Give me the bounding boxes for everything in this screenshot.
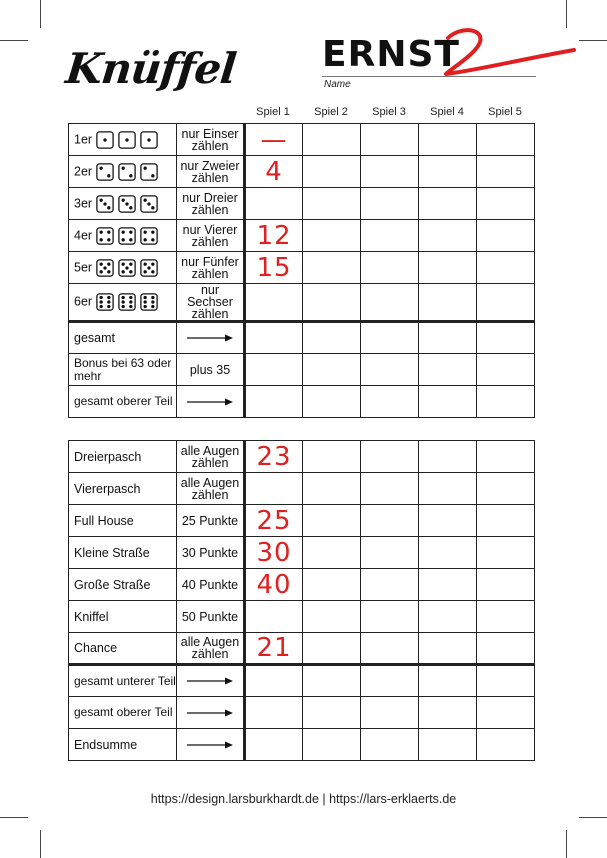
row-label: 2er [69, 156, 177, 188]
row-note: 40 Punkte [177, 569, 245, 601]
table-row [69, 188, 535, 220]
game-header-2: Spiel 2 [314, 106, 348, 118]
score-cell[interactable] [477, 220, 535, 252]
score-cell[interactable] [245, 220, 303, 252]
row-label: 5er [69, 252, 177, 284]
score-cell[interactable] [245, 505, 303, 537]
game-header-1: Spiel 1 [256, 106, 290, 118]
footer-links: https://design.larsburkhardt.de | https://lars-erklaerts.de [150, 792, 457, 806]
row-note: 30 Punkte [177, 537, 245, 569]
handwritten-score: 23 [256, 441, 292, 472]
table-row [69, 124, 535, 156]
arrow-right-icon [185, 708, 235, 718]
die-3-icon [140, 195, 158, 213]
row-label: Chance [69, 633, 177, 665]
score-cell[interactable] [303, 156, 361, 188]
score-cell[interactable] [245, 633, 303, 665]
name-label: Name [324, 79, 351, 90]
game-header-3: Spiel 3 [372, 106, 406, 118]
row-note [177, 322, 245, 354]
row-note: plus 35 [177, 354, 245, 386]
die-3-icon [118, 195, 136, 213]
handwritten-score: 25 [256, 505, 292, 536]
score-cell[interactable] [419, 665, 477, 697]
score-cell[interactable] [477, 537, 535, 569]
score-cell[interactable] [303, 124, 361, 156]
score-cell[interactable] [477, 697, 535, 729]
dice-group [96, 131, 162, 149]
score-cell[interactable] [361, 729, 419, 761]
die-6-icon [140, 293, 158, 311]
handwritten-2-mark [438, 24, 578, 80]
score-cell[interactable] [303, 188, 361, 220]
table-row [69, 569, 535, 601]
score-cell[interactable] [361, 601, 419, 633]
score-cell[interactable] [419, 322, 477, 354]
crop-mark [40, 0, 41, 28]
handwritten-score: 12 [256, 220, 292, 251]
score-cell[interactable] [477, 322, 535, 354]
die-4-icon [118, 227, 136, 245]
score-cell[interactable] [419, 697, 477, 729]
score-cell[interactable] [419, 156, 477, 188]
handwritten-score: 4 [265, 156, 283, 187]
score-cell[interactable] [477, 665, 535, 697]
score-cell[interactable] [361, 505, 419, 537]
row-label: 1er [69, 124, 177, 156]
score-cell[interactable] [303, 220, 361, 252]
score-cell[interactable] [361, 569, 419, 601]
row-label: gesamt unterer Teil [69, 665, 177, 697]
score-cell[interactable] [477, 252, 535, 284]
handwritten-score: 21 [256, 633, 292, 663]
die-6-icon [96, 293, 114, 311]
table-row [69, 441, 535, 473]
score-cell[interactable] [361, 188, 419, 220]
handwritten-score: 15 [256, 252, 292, 283]
score-cell[interactable] [303, 665, 361, 697]
score-cell[interactable] [419, 354, 477, 386]
table-row [69, 473, 535, 505]
arrow-right-icon [185, 676, 235, 686]
table-row [69, 386, 535, 418]
row-note: alle Augen zählen [177, 633, 245, 665]
score-cell[interactable] [419, 537, 477, 569]
arrow-right-icon [185, 333, 235, 343]
die-5-icon [140, 259, 158, 277]
score-cell[interactable] [419, 284, 477, 322]
table-row [69, 505, 535, 537]
handwritten-score: 40 [256, 569, 292, 600]
score-cell[interactable] [303, 569, 361, 601]
player-name: ERNST [322, 34, 460, 75]
table-row [69, 156, 535, 188]
row-note: nur Vierer zählen [177, 220, 245, 252]
table-row [69, 601, 535, 633]
row-note: nur Einser zählen [177, 124, 245, 156]
crop-mark [0, 40, 28, 41]
score-cell[interactable] [245, 188, 303, 220]
score-cell[interactable] [419, 601, 477, 633]
score-cell[interactable] [419, 220, 477, 252]
die-1-icon [140, 131, 158, 149]
score-cell[interactable] [303, 354, 361, 386]
row-note: nur Dreier zählen [177, 188, 245, 220]
score-cell[interactable] [361, 537, 419, 569]
score-cell[interactable] [477, 188, 535, 220]
dice-group [96, 195, 162, 213]
row-label: 3er [69, 188, 177, 220]
row-label: Full House [69, 505, 177, 537]
row-label: 4er [69, 220, 177, 252]
score-cell[interactable] [419, 569, 477, 601]
score-cell[interactable] [303, 537, 361, 569]
row-label: Kniffel [69, 601, 177, 633]
table-row [69, 322, 535, 354]
lower-section-table [68, 440, 535, 761]
table-row [69, 665, 535, 697]
crop-mark [566, 830, 567, 858]
score-cell[interactable] [245, 473, 303, 505]
crop-mark [0, 817, 28, 818]
handwritten-score: — [260, 124, 288, 155]
score-cell[interactable] [361, 156, 419, 188]
dice-group [96, 227, 162, 245]
score-cell[interactable] [303, 505, 361, 537]
score-cell[interactable] [245, 441, 303, 473]
score-cell[interactable] [477, 441, 535, 473]
score-cell[interactable] [477, 156, 535, 188]
score-cell[interactable] [245, 284, 303, 322]
die-1-icon [96, 131, 114, 149]
row-label: Kleine Straße [69, 537, 177, 569]
score-cell[interactable] [245, 124, 303, 156]
score-cell[interactable] [245, 569, 303, 601]
score-cell[interactable] [477, 124, 535, 156]
score-cell[interactable] [477, 473, 535, 505]
row-label: Dreierpasch [69, 441, 177, 473]
score-cell[interactable] [419, 473, 477, 505]
row-note: nur Fünfer zählen [177, 252, 245, 284]
score-cell[interactable] [245, 697, 303, 729]
table-row [69, 354, 535, 386]
score-cell[interactable] [419, 729, 477, 761]
die-6-icon [118, 293, 136, 311]
row-note [177, 665, 245, 697]
game-header-5: Spiel 5 [488, 106, 522, 118]
table-row [69, 633, 535, 665]
table-row [69, 537, 535, 569]
row-note: nur Zweier zählen [177, 156, 245, 188]
score-cell[interactable] [245, 729, 303, 761]
upper-section-table [68, 123, 535, 418]
score-cell[interactable] [419, 441, 477, 473]
row-label: 6er [69, 284, 177, 322]
score-cell[interactable] [419, 633, 477, 665]
score-cell[interactable] [477, 354, 535, 386]
score-cell[interactable] [303, 697, 361, 729]
score-cell[interactable] [303, 473, 361, 505]
row-note [177, 729, 245, 761]
score-cell[interactable] [419, 386, 477, 418]
score-cell[interactable] [245, 665, 303, 697]
score-cell[interactable] [361, 633, 419, 665]
score-cell[interactable] [419, 188, 477, 220]
row-label: gesamt oberer Teil [69, 697, 177, 729]
score-cell[interactable] [303, 441, 361, 473]
handwritten-score: 30 [256, 537, 292, 568]
arrow-right-icon [185, 397, 235, 407]
row-label: gesamt [69, 322, 177, 354]
die-2-icon [140, 163, 158, 181]
score-cell[interactable] [361, 124, 419, 156]
game-header-4: Spiel 4 [430, 106, 464, 118]
die-1-icon [118, 131, 136, 149]
score-cell[interactable] [477, 601, 535, 633]
crop-mark [579, 40, 607, 41]
table-row [69, 729, 535, 761]
score-cell[interactable] [477, 284, 535, 322]
row-note: alle Augen zählen [177, 441, 245, 473]
score-cell[interactable] [303, 729, 361, 761]
score-cell[interactable] [303, 633, 361, 665]
die-4-icon [96, 227, 114, 245]
row-note: 25 Punkte [177, 505, 245, 537]
score-cell[interactable] [245, 252, 303, 284]
row-label: Viererpasch [69, 473, 177, 505]
name-line [322, 76, 536, 77]
score-cell[interactable] [361, 354, 419, 386]
score-cell[interactable] [419, 252, 477, 284]
score-cell[interactable] [245, 386, 303, 418]
arrow-right-icon [185, 740, 235, 750]
logo: Knüffel [63, 44, 238, 93]
row-note [177, 386, 245, 418]
dice-group [96, 259, 162, 277]
row-label: Bonus bei 63 oder mehr [69, 354, 177, 386]
score-cell[interactable] [419, 124, 477, 156]
score-cell[interactable] [477, 633, 535, 665]
score-cell[interactable] [361, 220, 419, 252]
score-cell[interactable] [245, 601, 303, 633]
table-row [69, 220, 535, 252]
row-note: nur Sechser zählen [177, 284, 245, 322]
dice-group [96, 293, 162, 311]
row-label: Große Straße [69, 569, 177, 601]
score-cell[interactable] [361, 386, 419, 418]
score-cell[interactable] [361, 284, 419, 322]
row-note: alle Augen zählen [177, 473, 245, 505]
crop-mark [40, 830, 41, 858]
die-2-icon [96, 163, 114, 181]
score-cell[interactable] [245, 322, 303, 354]
score-cell[interactable] [303, 252, 361, 284]
die-5-icon [96, 259, 114, 277]
crop-mark [579, 817, 607, 818]
score-cell[interactable] [361, 441, 419, 473]
score-cell[interactable] [477, 569, 535, 601]
row-note: 50 Punkte [177, 601, 245, 633]
score-cell[interactable] [303, 284, 361, 322]
die-5-icon [118, 259, 136, 277]
score-cell[interactable] [303, 322, 361, 354]
score-cell[interactable] [477, 386, 535, 418]
row-label: gesamt oberer Teil [69, 386, 177, 418]
score-cell[interactable] [477, 505, 535, 537]
score-cell[interactable] [361, 473, 419, 505]
score-cell[interactable] [419, 505, 477, 537]
die-4-icon [140, 227, 158, 245]
score-cell[interactable] [361, 322, 419, 354]
score-cell[interactable] [245, 156, 303, 188]
row-label: Endsumme [69, 729, 177, 761]
table-row [69, 697, 535, 729]
table-row [69, 284, 535, 322]
score-cell[interactable] [361, 665, 419, 697]
row-note [177, 697, 245, 729]
score-cell[interactable] [245, 537, 303, 569]
score-cell[interactable] [303, 386, 361, 418]
dice-group [96, 163, 162, 181]
score-cell[interactable] [477, 729, 535, 761]
score-cell[interactable] [361, 697, 419, 729]
score-cell[interactable] [245, 354, 303, 386]
table-row [69, 252, 535, 284]
die-2-icon [118, 163, 136, 181]
score-cell[interactable] [361, 252, 419, 284]
score-cell[interactable] [303, 601, 361, 633]
die-3-icon [96, 195, 114, 213]
